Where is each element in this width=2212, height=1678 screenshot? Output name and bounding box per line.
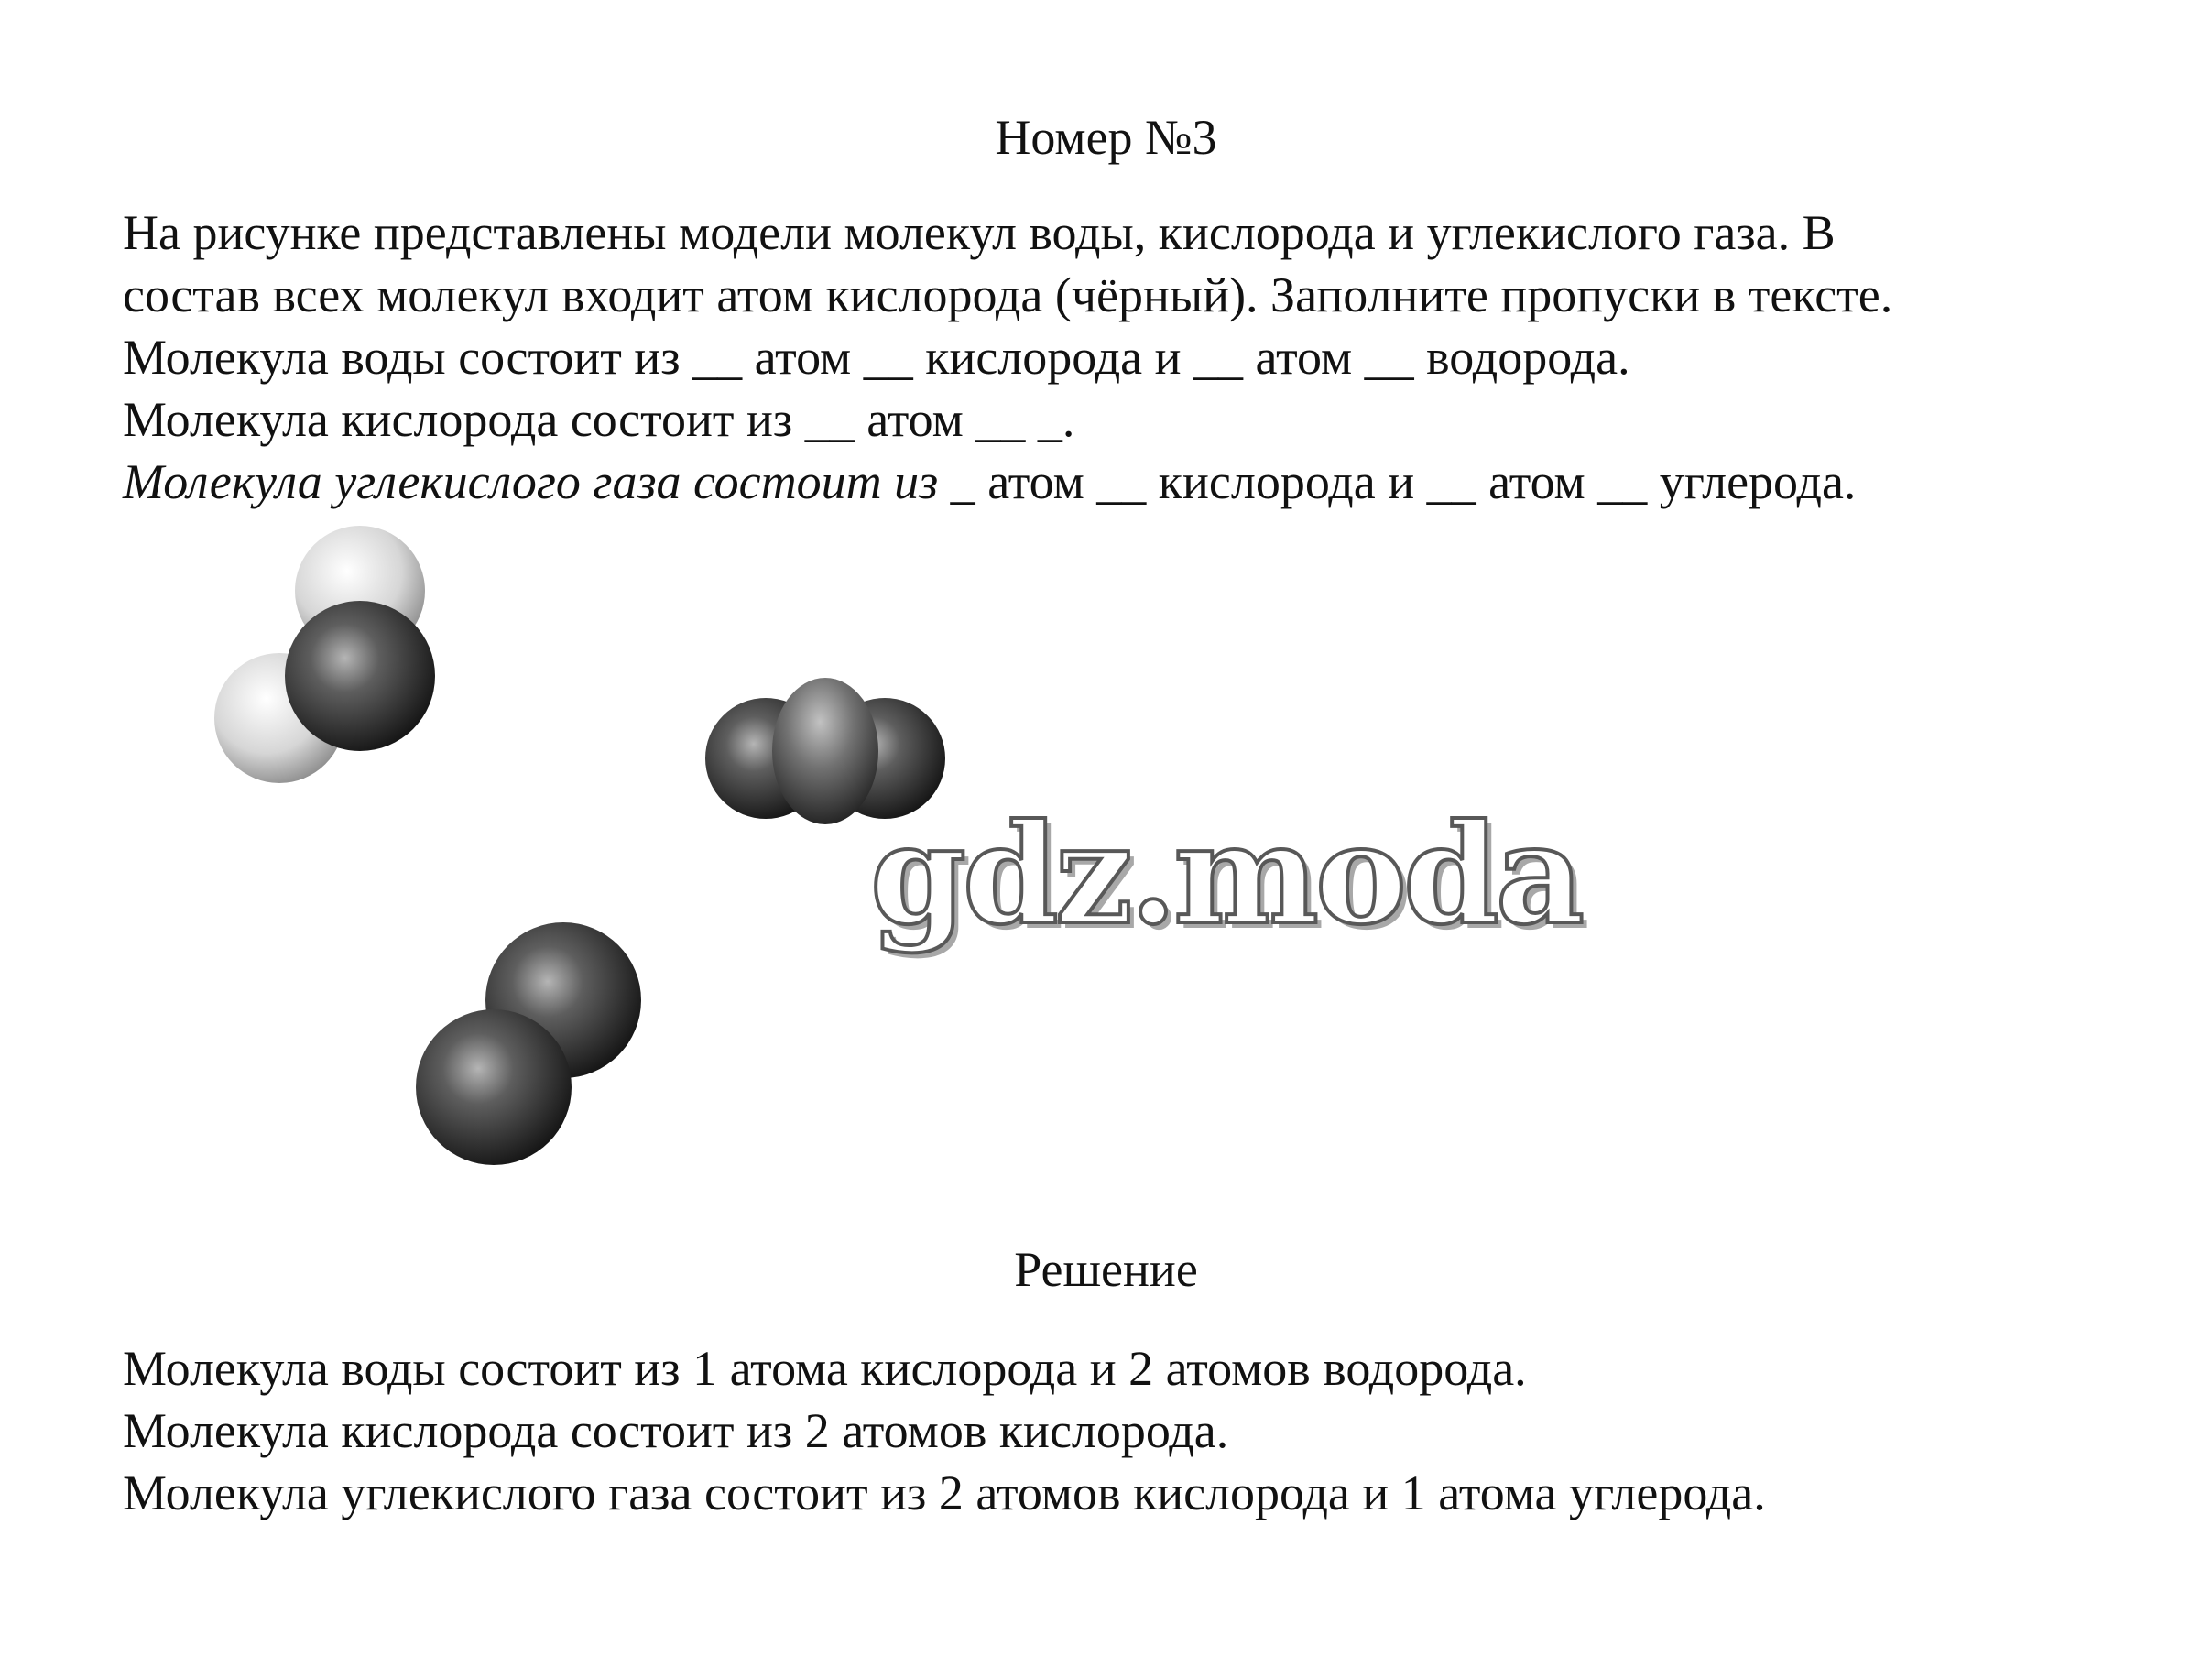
task-line: На рисунке представлены модели молекул воды, кислорода и углекислого газа. В [123,205,1836,260]
carbon-atom [772,678,878,824]
oxygen-atom [285,601,435,751]
task-line: Молекула воды состоит из __ атом __ кислорода и __ атом __ водорода. [123,330,1630,385]
task-text [123,202,2174,513]
oxygen-atom [416,1009,572,1165]
solution-title: Решение [1014,1242,1198,1297]
water-molecule [214,526,435,783]
task-line: состав всех молекул входит атом кислорода (чёрный). Заполните пропуски в тексте. [123,267,1893,322]
solution-line: Молекула воды состоит из 1 атома кислорода и 2 атомов водорода. [123,1341,1527,1396]
solution-text [123,1337,2174,1524]
solution-line: Молекула углекислого газа состоит из 2 атомов кислорода и 1 атома углерода. [123,1466,1766,1520]
task-line [123,451,2174,513]
solution-line: Молекула кислорода состоит из 2 атомов кислорода. [123,1403,1229,1458]
task-line-regular-part: атом __ кислорода и __ атом __ углерода. [975,454,1857,509]
task-line: Молекула кислорода состоит из __ атом __ _. [123,392,1075,447]
watermark: gdz.moda [870,794,1582,955]
molecule-models-figure [123,513,975,1209]
oxygen-molecule [416,922,641,1165]
task-line-italic-part: Молекула углекислого газа состоит из _ [123,454,975,509]
task-title: Номер №3 [995,110,1217,165]
